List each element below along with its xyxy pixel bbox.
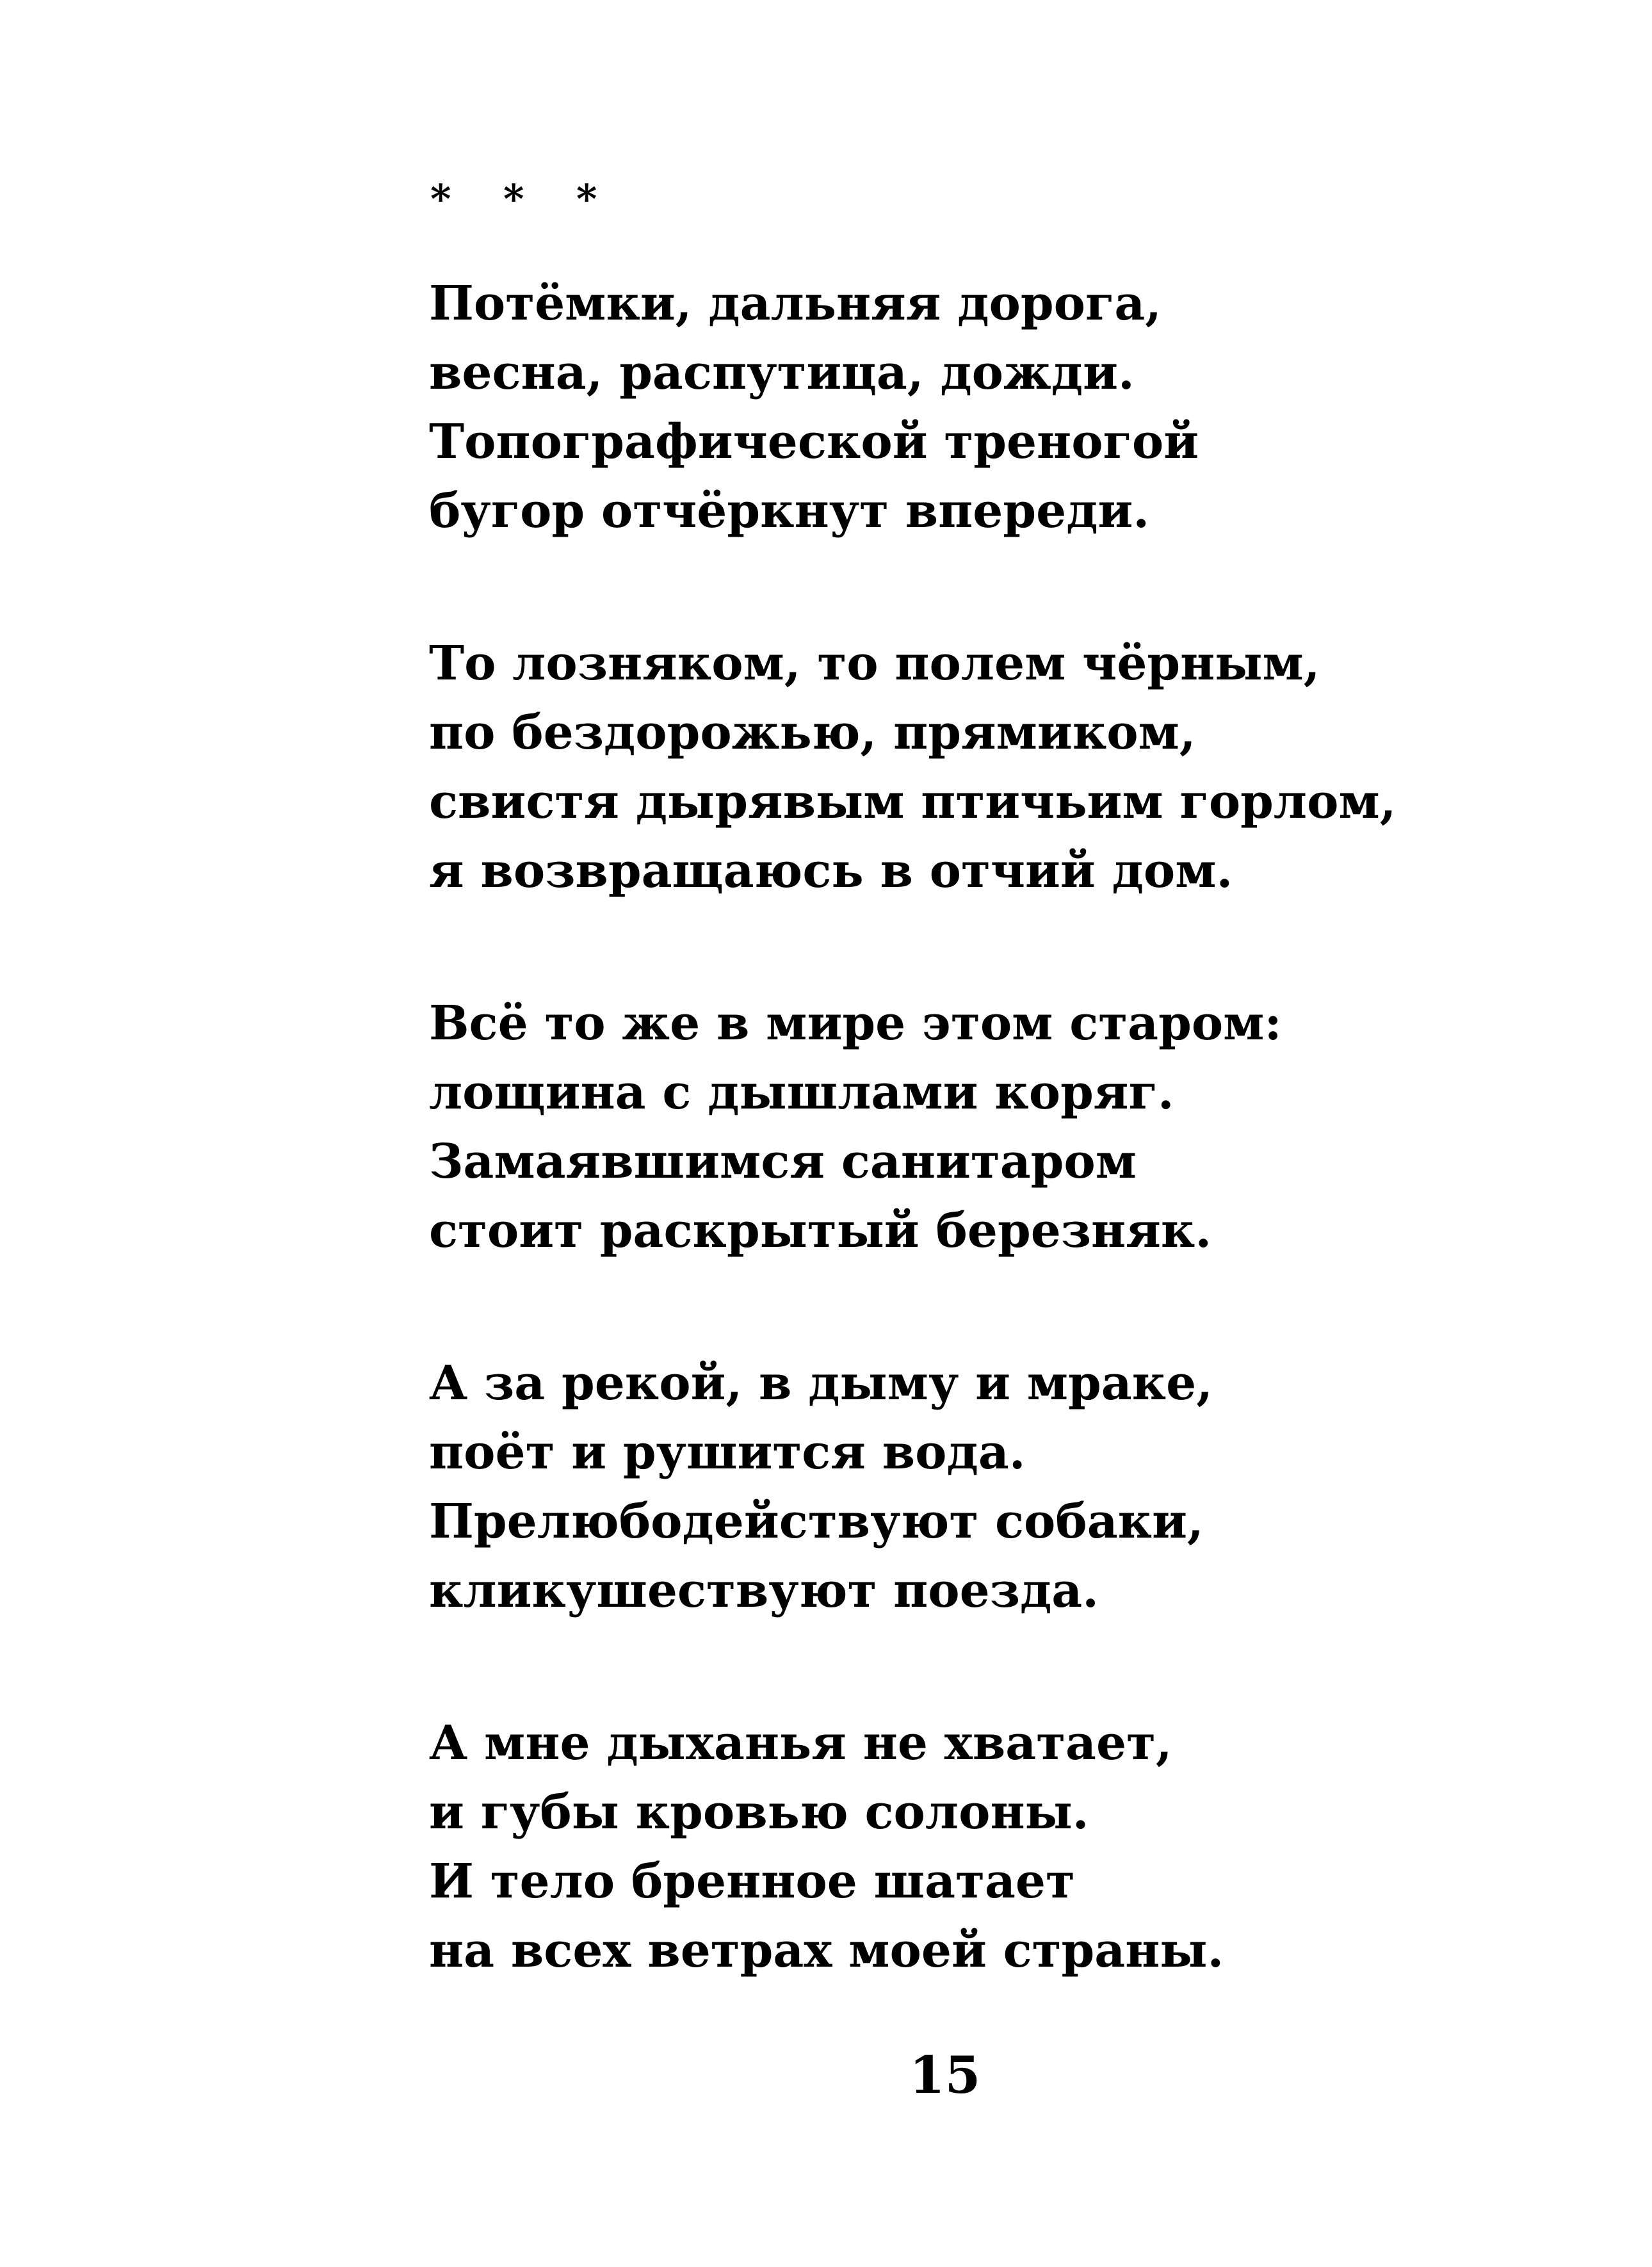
poem-line: и губы кровью солоны. — [429, 1785, 1089, 1840]
poem-line: То лозняком, то полем чёрным, — [429, 636, 1320, 691]
poem-line: по бездорожью, прямиком, — [429, 705, 1196, 760]
poem-line: на всех ветрах моей страны. — [429, 1923, 1224, 1978]
poem-line: весна, распутица, дожди. — [429, 345, 1135, 400]
stanza — [429, 629, 1518, 906]
page-number: 15 — [909, 2045, 981, 2105]
poem-line: я возвращаюсь в отчий дом. — [429, 843, 1233, 898]
poem-line: И тело бренное шатает — [429, 1854, 1075, 1909]
poem-line: лощина с дышлами коряг. — [429, 1065, 1174, 1120]
poem-line: бугор отчёркнут впереди. — [429, 483, 1150, 539]
stanza — [429, 269, 1518, 546]
poem-line: поёт и рушится вода. — [429, 1425, 1026, 1480]
stanza — [429, 1349, 1518, 1625]
poem-line: А мне дыханья не хватает, — [429, 1716, 1172, 1771]
stanza — [429, 1709, 1518, 1985]
poem-line: А за рекой, в дыму и мраке, — [429, 1356, 1213, 1411]
poem-line: кликушествуют поезда. — [429, 1563, 1099, 1618]
poem-line: Прелюбодействуют собаки, — [429, 1494, 1204, 1549]
poem-line: Топографической треногой — [429, 414, 1199, 469]
stanza — [429, 989, 1518, 1265]
poem-line: Потёмки, дальняя дорога, — [429, 276, 1162, 331]
poem-line: Замаявшимся санитаром — [429, 1134, 1137, 1189]
poem-line: стоит раскрытый березняк. — [429, 1203, 1212, 1258]
section-ornament: * * * — [430, 175, 617, 222]
poem — [429, 269, 1518, 2068]
poem-line: свистя дырявым птичьим горлом, — [429, 774, 1397, 829]
poem-line: Всё то же в мире этом старом: — [429, 996, 1282, 1051]
